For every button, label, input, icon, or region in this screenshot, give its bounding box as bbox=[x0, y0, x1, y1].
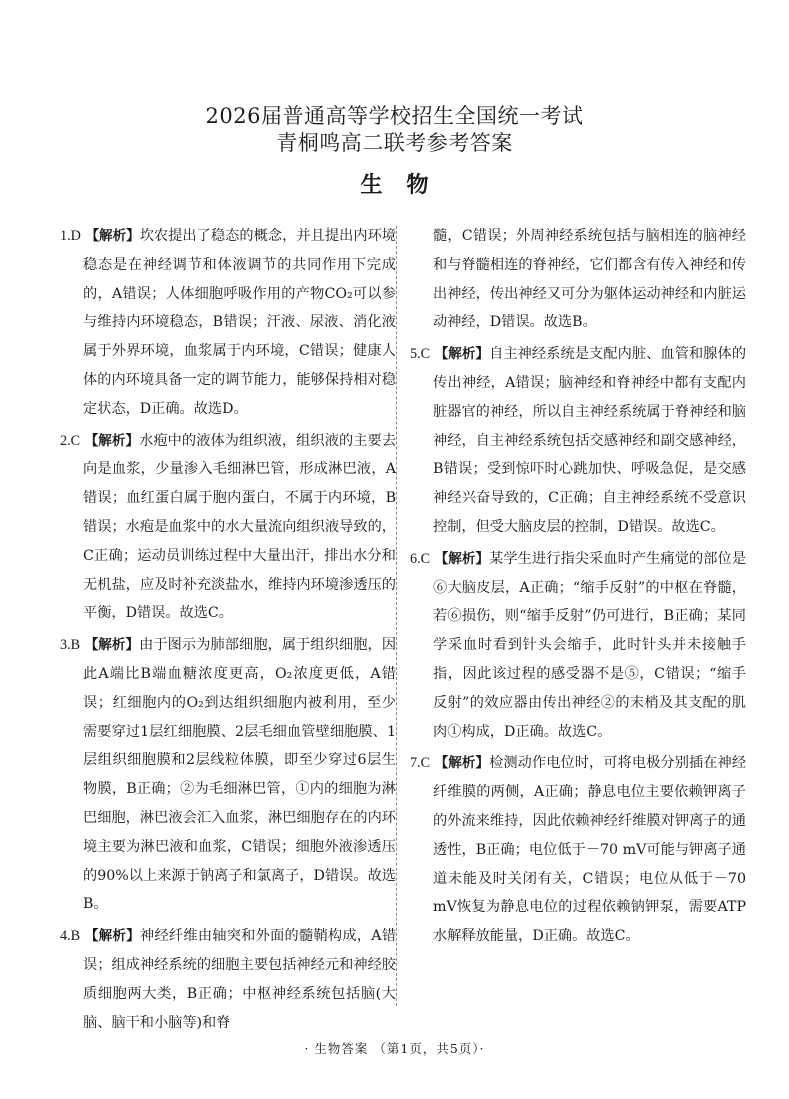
answer-number: 5.C bbox=[410, 346, 431, 363]
answer-item-6 bbox=[410, 545, 746, 747]
analysis-tag: 【解析】 bbox=[84, 928, 140, 945]
answer-text: 检测动作电位时，可将电极分别插在神经纤维膜的两侧，A正确；静息电位主要依赖钾离子的外流来维持，因此依赖神经纤维膜对钾离子的通透性，B正确；电位低于－70 mV可能与钾离子通道未能及时关闭有关，C错误；电位从低于－70 mV恢复为静息电位的过程依赖钠钾泵，需要ATP水解释放能量，D正确。故选C。 bbox=[433, 755, 747, 945]
answer-item-4-continued bbox=[410, 222, 746, 337]
exam-subtitle: 青桐鸣高二联考参考答案 bbox=[276, 131, 513, 155]
answer-item-3 bbox=[60, 631, 396, 919]
analysis-tag: 【解析】 bbox=[434, 550, 490, 567]
answer-item-4 bbox=[60, 922, 396, 1037]
analysis-tag: 【解析】 bbox=[85, 228, 140, 244]
analysis-tag: 【解析】 bbox=[434, 755, 490, 772]
page-footer: · 生物答案 （第1页，共5页）· bbox=[304, 1041, 485, 1056]
answer-text: 坎农提出了稳态的概念，并且提出内环境稳态是在神经调节和体液调节的共同作用下完成的，A错误；人体细胞呼吸作用的产物CO₂可以参与维持内环境稳态，B错误；汗液、尿液、消化液属于外界环境，血浆属于内环境，C错误；健康人体的内环境具备一定的调节能力，能够保持相对稳定状态，D正确。故选D。 bbox=[83, 228, 396, 417]
column-divider bbox=[396, 226, 397, 1006]
answer-text: 神经纤维由轴突和外面的髓鞘构成，A错误；组成神经系统的细胞主要包括神经元和神经胶质细胞两大类，B正确；中枢神经系统包括脑(大脑、脑干和小脑等)和脊 bbox=[83, 928, 397, 1031]
answer-number: 6.C bbox=[410, 550, 431, 567]
answer-number: 3.B bbox=[60, 637, 81, 654]
answer-item-2 bbox=[60, 427, 396, 629]
left-column bbox=[60, 222, 397, 1031]
answer-text: 某学生进行指尖采血时产生痛觉的部位是⑥大脑皮层，A正确；“缩手反射”的中枢在脊髓，若⑥损伤，则“缩手反射”仍可进行，B正确；某同学采血时看到针头会缩手，此时针头并未接触手指，因此该过程的感受器不是⑤，C错误；“缩手反射”的效应器由传出神经②的末梢及其支配的肌肉①构成，D正确。故选C。 bbox=[433, 550, 747, 740]
answer-number: 4.B bbox=[60, 928, 81, 945]
analysis-tag: 【解析】 bbox=[434, 346, 490, 363]
analysis-tag: 【解析】 bbox=[84, 432, 140, 449]
exam-title: 2026届普通高等学校招生全国统一考试 bbox=[205, 104, 584, 128]
analysis-tag: 【解析】 bbox=[84, 637, 140, 654]
answer-number: 2.C bbox=[60, 432, 81, 449]
answer-text: 髓，C错误；外周神经系统包括与脑相连的脑神经和与脊髓相连的脊神经，它们都含有传入神经和传出神经，传出神经又可分为躯体运动神经和内脏运动神经，D错误。故选B。 bbox=[433, 228, 746, 331]
answer-text: 水疱中的液体为组织液，组织液的主要去向是血浆，少量渗入毛细淋巴管，形成淋巴液，A错误；血红蛋白属于胞内蛋白，不属于内环境，B错误；水疱是血浆中的水大量流向组织液导致的，C正确；运动员训练过程中大量出汗，排出水分和无机盐，应及时补充淡盐水，维持内环境渗透压的平衡，D错误。故选C。 bbox=[83, 432, 397, 622]
answer-text: 由于图示为肺部细胞，属于组织细胞，因此A端比B端血糖浓度更高，O₂浓度更低，A错误；红细胞内的O₂到达组织细胞内被利用，至少需要穿过1层红细胞膜、2层毛细血管壁细胞膜、1层组织细胞膜和2层线粒体膜，即至少穿过6层生物膜，B正确；②为毛细淋巴管，①内的细胞为淋巴细胞，淋巴液会汇入血浆，淋巴细胞存在的内环境主要为淋巴液和血浆，C错误；细胞外液渗透压的90%以上来源于钠离子和氯离子，D错误。故选B。 bbox=[83, 637, 397, 913]
answer-number: 7.C bbox=[410, 755, 431, 772]
answer-number: 1.D bbox=[60, 228, 81, 244]
answer-item-7 bbox=[410, 749, 746, 951]
subject-heading: 生物 bbox=[360, 173, 453, 198]
answer-item-5 bbox=[410, 340, 746, 542]
answer-text: 自主神经系统是支配内脏、血管和腺体的传出神经，A错误；脑神经和脊神经中都有支配内脏器官的神经，所以自主神经系统属于脊神经和脑神经，自主神经系统包括交感神经和副交感神经，B错误；受到惊吓时心跳加快、呼吸急促，是交感神经兴奋导致的，C正确；自主神经系统不受意识控制，但受大脑皮层的控制，D错误。故选C。 bbox=[433, 346, 747, 535]
right-column bbox=[410, 222, 746, 1017]
answer-item-1 bbox=[60, 222, 396, 424]
